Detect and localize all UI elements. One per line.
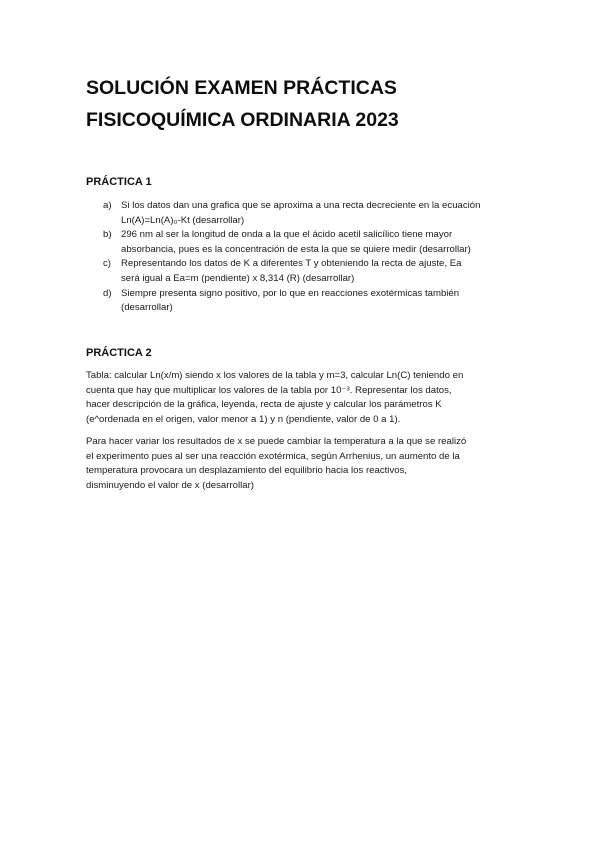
item-marker: c)	[103, 258, 111, 270]
practica-2-heading: PRÁCTICA 2	[86, 347, 152, 359]
answer-item-b	[86, 228, 526, 257]
answer-item-d	[86, 287, 526, 316]
document-title	[86, 72, 526, 136]
paragraph-line: Para hacer variar los resultados de x se puede cambiar la temperatura a la que se realizó	[86, 436, 467, 447]
practica-2-paragraph-2	[86, 435, 516, 493]
practica-1-heading: PRÁCTICA 1	[86, 176, 152, 188]
practica-2-paragraph-1	[86, 369, 516, 427]
title-line-2: FISICOQUÍMICA ORDINARIA 2023	[86, 109, 399, 131]
item-marker: b)	[103, 229, 112, 241]
item-text-line: Siempre presenta signo positivo, por lo que en reacciones exotérmicas también	[121, 287, 460, 299]
answer-item-a	[86, 199, 526, 228]
item-text-line: Representando los datos de K a diferentes T y obteniendo la recta de ajuste, Ea	[121, 258, 462, 270]
answer-item-c	[86, 257, 526, 286]
item-marker: d)	[103, 287, 112, 299]
item-text-line: 296 nm al ser la longitud de onda a la que el ácido acetil salicílico tiene mayor	[121, 229, 453, 241]
paragraph-line: temperatura provocara un desplazamiento del equilibrio hacia los reactivos,	[86, 465, 408, 477]
item-text-line: Si los datos dan una grafica que se aproxima a una recta decreciente en la ecuación	[121, 200, 481, 211]
paragraph-line: disminuyendo el valor de x (desarrollar)	[86, 479, 254, 491]
item-text-line: será igual a Ea=m (pendiente) x 8,314 (R) (desarrollar)	[121, 272, 355, 284]
paragraph-line: el experimento pues al ser una reacción exotérmica, según Arrhenius, un aumento de la	[86, 450, 460, 462]
title-line-1: SOLUCIÓN EXAMEN PRÁCTICAS	[86, 77, 397, 99]
item-text-line: Ln(A)=Ln(A)₀-Kt (desarrollar)	[121, 214, 245, 226]
item-text-line: absorbancia, pues es la concentración de esta la que se quiere medir (desarrollar)	[121, 243, 471, 255]
item-marker: a)	[103, 200, 112, 211]
paragraph-line: (e^ordenada en el origen, valor menor a 1) y n (pendiente, valor de 0 a 1).	[86, 413, 401, 425]
paragraph-line: cuenta que hay que multiplicar los valores de la tabla por 10⁻³. Representar los datos,	[86, 384, 452, 396]
paragraph-line: hacer descripción de la gráfica, leyenda, recta de ajuste y calcular los parámetros K	[86, 399, 442, 411]
item-text-line: (desarrollar)	[121, 302, 173, 314]
practica-1-answer-list	[86, 199, 526, 316]
paragraph-line: Tabla: calcular Ln(x/m) siendo x los valores de la tabla y m=3, calcular Ln(C) teniendo en	[86, 370, 464, 381]
